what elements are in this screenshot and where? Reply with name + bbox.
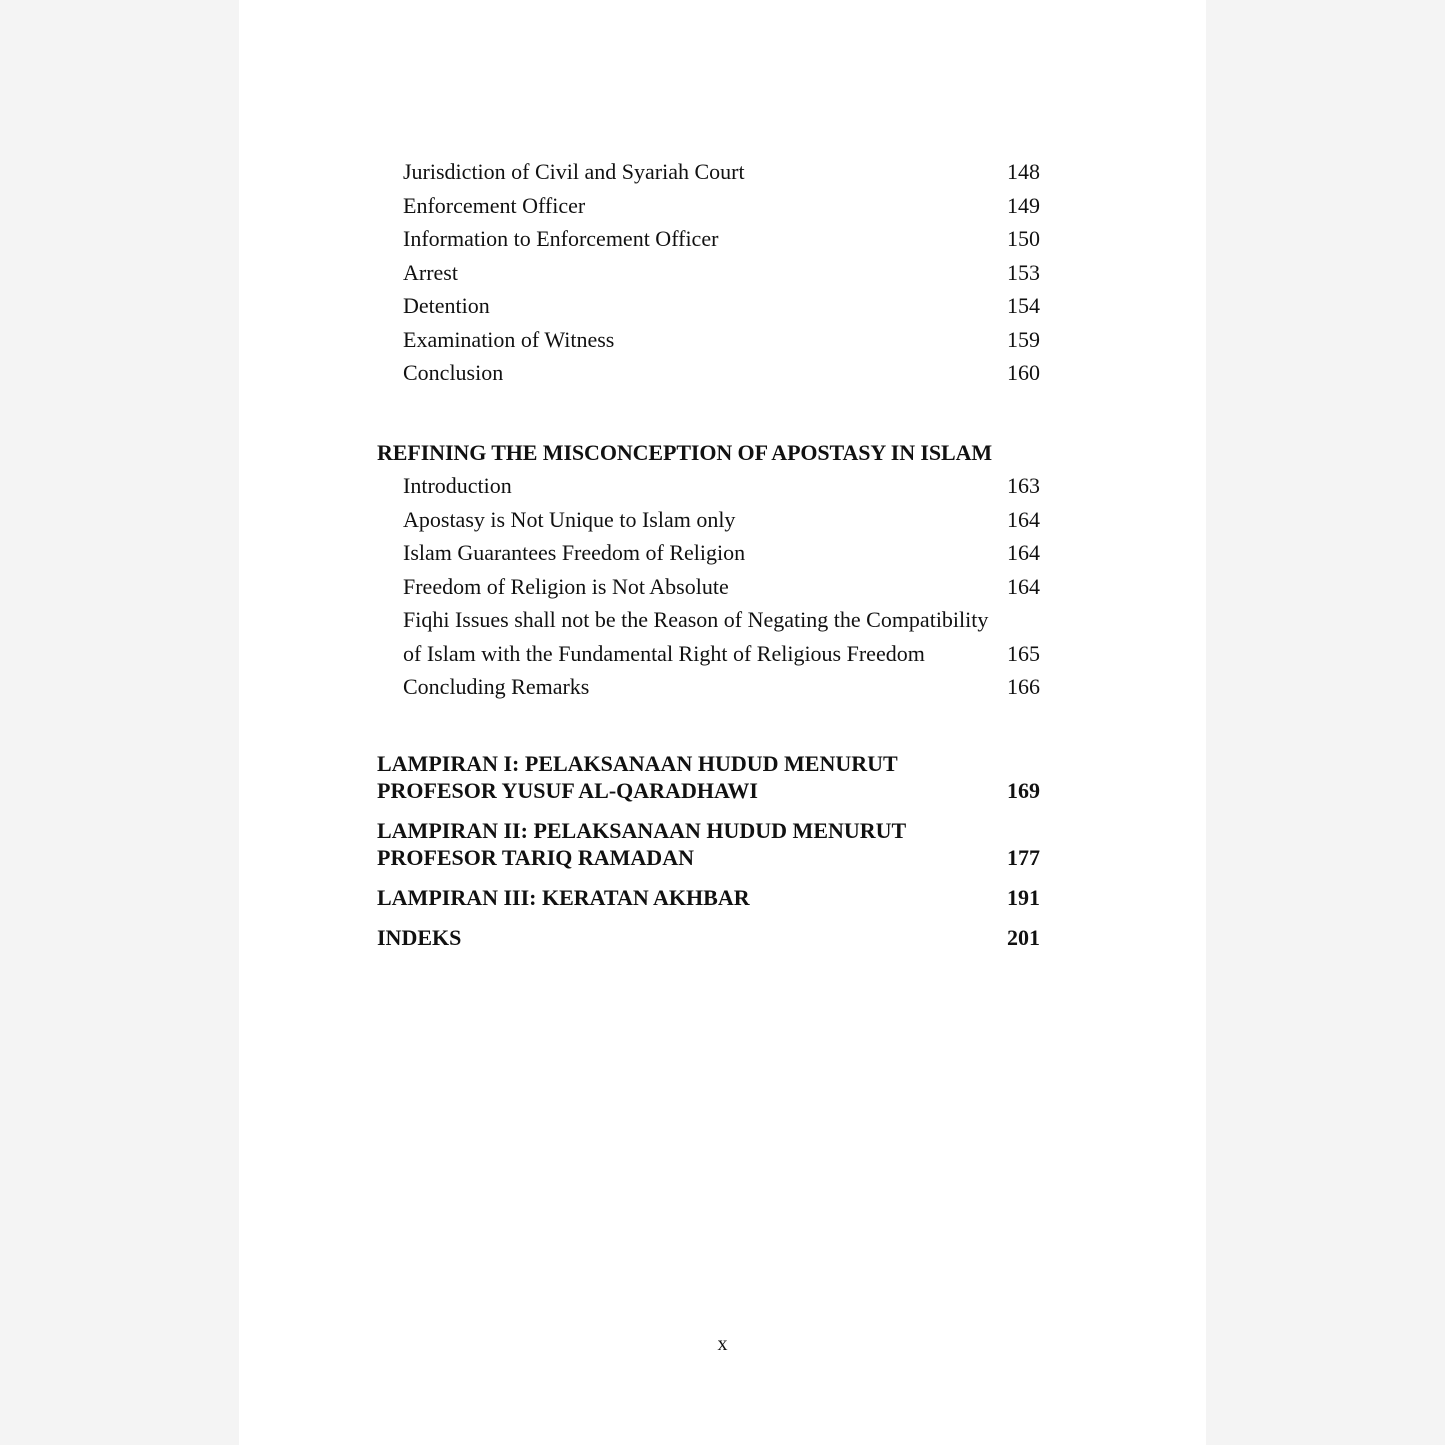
toc-entry (377, 155, 1040, 189)
toc-entry (377, 469, 1040, 503)
toc-entry-title: Jurisdiction of Civil and Syariah Court (403, 159, 745, 184)
toc-entry (377, 256, 1040, 290)
appendix-entry (377, 884, 1040, 911)
toc-entry (377, 356, 1040, 390)
toc-entry-page: 154 (1007, 293, 1040, 318)
toc-entry-page: 164 (1007, 573, 1040, 599)
toc-entry-page: 160 (1007, 360, 1040, 385)
toc-entry-title: Arrest (403, 259, 458, 285)
appendix-page: 169 (1007, 777, 1040, 803)
appendix-entry (377, 750, 1040, 804)
toc-entry-title: Islam Guarantees Freedom of Religion (403, 540, 746, 565)
toc-entry-page: 165 (1007, 640, 1040, 666)
section-heading: REFINING THE MISCONCEPTION OF APOSTASY IN ISLAM (377, 439, 993, 465)
toc-entry (377, 670, 1040, 704)
toc-entry-page: 163 (1007, 473, 1040, 498)
toc-entry-title: Introduction (403, 473, 512, 498)
appendix-page: 191 (1007, 884, 1040, 910)
toc-entry-page: 159 (1007, 326, 1040, 352)
table-of-contents (377, 155, 1040, 964)
appendix-page: 177 (1007, 844, 1040, 870)
appendix-title-line2: PROFESOR YUSUF AL-QARADHAWI (377, 777, 758, 803)
toc-entry (377, 536, 1040, 570)
section1-list (377, 155, 1040, 390)
appendix-title-line1: LAMPIRAN II: PELAKSANAAN HUDUD MENURUT (377, 817, 907, 843)
toc-entry-page: 149 (1007, 192, 1040, 218)
toc-entry (377, 503, 1040, 537)
toc-entry-wrapped-line2 (377, 637, 1040, 671)
toc-entry-title: Freedom of Religion is Not Absolute (403, 573, 729, 599)
appendix-title: INDEKS (377, 924, 462, 950)
toc-entry-page: 166 (1007, 674, 1040, 699)
toc-entry-title: Detention (403, 293, 490, 318)
appendix-title-line1: LAMPIRAN I: PELAKSANAAN HUDUD MENURUT (377, 750, 898, 776)
toc-entry-wrapped-line1 (377, 603, 1040, 637)
toc-entry-page: 148 (1007, 159, 1040, 184)
appendix-title-line2: PROFESOR TARIQ RAMADAN (377, 844, 694, 870)
spacer (377, 704, 1040, 750)
toc-entry-title: Enforcement Officer (403, 192, 586, 218)
toc-entry-title: Apostasy is Not Unique to Islam only (403, 506, 736, 532)
appendix-title: LAMPIRAN III: KERATAN AKHBAR (377, 884, 750, 910)
toc-entry-title: Information to Enforcement Officer (403, 226, 719, 251)
appendix-entry (377, 817, 1040, 871)
toc-entry (377, 222, 1040, 256)
toc-entry-title: Examination of Witness (403, 326, 615, 352)
page-number: x (717, 1333, 728, 1355)
appendix-page: 201 (1007, 924, 1040, 950)
section2 (377, 436, 1040, 704)
toc-entry-title: of Islam with the Fundamental Right of Religious Freedom (403, 640, 925, 666)
toc-entry-title: Fiqhi Issues shall not be the Reason of Negating the Compatibility (403, 607, 989, 632)
toc-entry-page: 150 (1007, 226, 1040, 251)
toc-entry (377, 570, 1040, 604)
toc-entry-page: 164 (1007, 506, 1040, 532)
toc-entry (377, 323, 1040, 357)
toc-entry-title: Conclusion (403, 360, 504, 385)
toc-entry-page: 164 (1007, 540, 1040, 565)
toc-entry (377, 289, 1040, 323)
toc-entry-page: 153 (1007, 259, 1040, 285)
appendix-list (377, 750, 1040, 951)
appendix-entry (377, 924, 1040, 951)
toc-entry (377, 189, 1040, 223)
toc-entry-title: Concluding Remarks (403, 674, 590, 699)
spacer (377, 390, 1040, 436)
